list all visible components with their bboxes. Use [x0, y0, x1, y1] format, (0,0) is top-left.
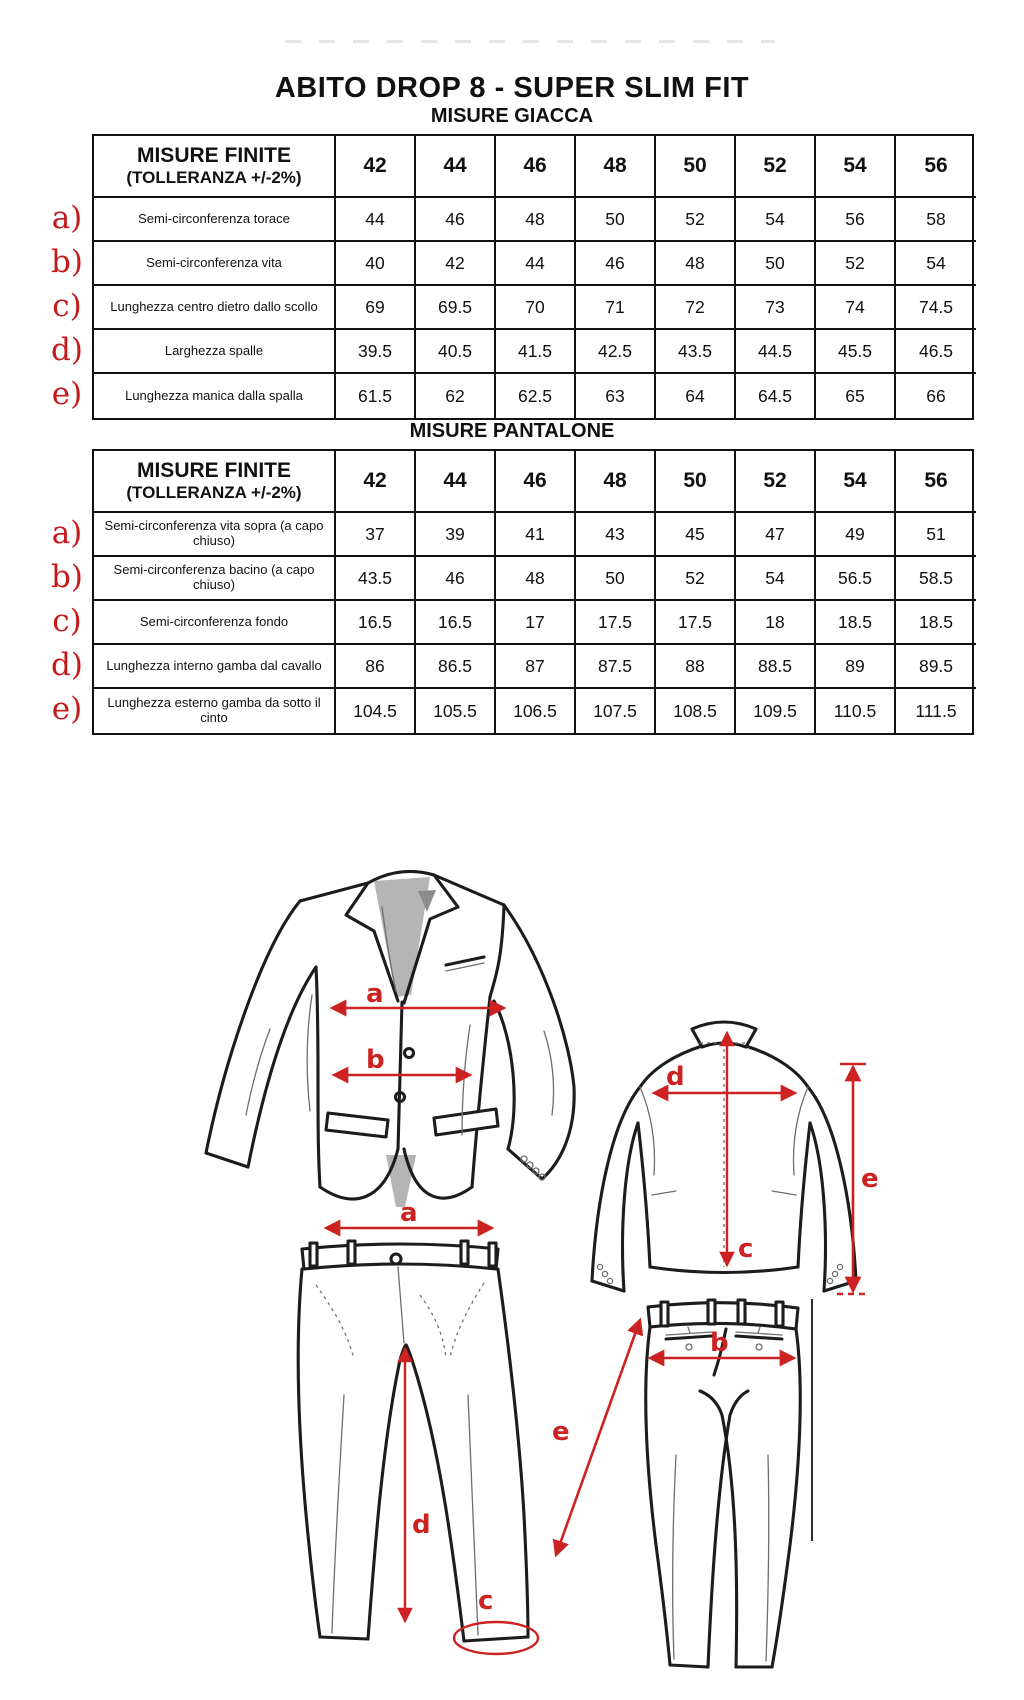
measure-value: 17: [496, 601, 576, 645]
measure-value: 44: [336, 198, 416, 242]
measure-value: 17.5: [576, 601, 656, 645]
size-column-header: 46: [496, 451, 576, 513]
measure-value: 104.5: [336, 689, 416, 733]
measure-value: 18.5: [896, 601, 976, 645]
measure-value: 58.5: [896, 557, 976, 601]
measure-value: 17.5: [656, 601, 736, 645]
measure-value: 50: [576, 557, 656, 601]
trousers-front-drawing: [298, 1198, 538, 1654]
measure-value: 56: [816, 198, 896, 242]
finished-measures-label: MISURE FINITE: [136, 144, 291, 168]
measure-value: 18.5: [816, 601, 896, 645]
measure-value: 86.5: [416, 645, 496, 689]
tolerance-label: (TOLLERANZA +/-2%): [126, 483, 302, 503]
measure-value: 40: [336, 242, 416, 286]
measure-row-label: Lunghezza esterno gamba da sotto il cinto: [94, 689, 336, 733]
measure-value: 62.5: [496, 374, 576, 418]
measure-value: 37: [336, 513, 416, 557]
trousers-front-sketch-details: [316, 1283, 484, 1635]
measure-label-trouser-e: e: [552, 1417, 570, 1447]
measure-value: 109.5: [736, 689, 816, 733]
measure-value: 56.5: [816, 557, 896, 601]
page-title: ABITO DROP 8 - SUPER SLIM FIT: [274, 72, 750, 104]
size-column-header: 42: [336, 451, 416, 513]
measure-row-label: Lunghezza interno gamba dal cavallo: [94, 645, 336, 689]
measure-value: 111.5: [915, 700, 957, 721]
size-column-header: 44: [416, 136, 496, 198]
measure-value: 54: [896, 242, 976, 286]
measure-value: 72: [656, 286, 736, 330]
measure-value: 41: [496, 513, 576, 557]
measure-value: 44: [496, 242, 576, 286]
row-letter: a): [51, 515, 83, 551]
measure-value: 63: [576, 374, 656, 418]
measure-value: 39.5: [336, 330, 416, 374]
measure-row-label: Semi-circonferenza bacino (a capo chiuso): [94, 557, 336, 601]
measure-value: 42: [416, 242, 496, 286]
measure-value: 51: [896, 513, 976, 557]
measure-value: 108.5: [656, 689, 736, 733]
measure-value: 49: [816, 513, 896, 557]
row-letter: b): [51, 244, 83, 280]
measure-value: 89: [816, 645, 896, 689]
row-letter: d): [51, 647, 83, 683]
measure-value: 52: [816, 242, 896, 286]
measure-value: 16.5: [416, 601, 496, 645]
measure-label-a: a: [366, 979, 384, 1009]
jacket-front-drawing: [206, 871, 574, 1207]
measure-value: 88: [656, 645, 736, 689]
measure-label-trouser-a: a: [400, 1198, 418, 1228]
measure-value: 18: [736, 601, 816, 645]
measure-label-trouser-d: d: [412, 1510, 431, 1540]
trouser-measurements-table: [51, 449, 974, 735]
measure-value: 87: [496, 645, 576, 689]
measure-row-label: Semi-circonferenza vita sopra (a capo chiuso): [94, 513, 336, 557]
row-letter: e): [51, 376, 83, 412]
measure-value: 71: [576, 286, 656, 330]
measure-label-b: b: [366, 1045, 385, 1075]
measure-value: 70: [496, 286, 576, 330]
size-column-header: 56: [896, 451, 976, 513]
measure-value: 87.5: [576, 645, 656, 689]
measure-row-label: Lunghezza manica dalla spalla: [94, 374, 336, 418]
row-letter: d): [51, 332, 83, 368]
measure-value: 65: [816, 374, 896, 418]
measure-value: 45.5: [816, 330, 896, 374]
measure-value: 42.5: [576, 330, 656, 374]
measure-value: 86: [336, 645, 416, 689]
measure-row-label: Semi-circonferenza torace: [94, 198, 336, 242]
measure-value: 69.5: [416, 286, 496, 330]
measure-value: 43.5: [656, 330, 736, 374]
size-column-header: 56: [896, 136, 976, 198]
row-letter: c): [52, 288, 82, 324]
garment-measurement-diagram: [0, 815, 1024, 1700]
finished-measures-label: MISURE FINITE: [136, 459, 291, 483]
measure-value: 64: [656, 374, 736, 418]
measure-value: 40.5: [416, 330, 496, 374]
measure-label-d: d: [666, 1062, 685, 1092]
size-column-header: 54: [816, 136, 896, 198]
row-letter: e): [51, 691, 83, 727]
jacket-back-drawing: [592, 1022, 879, 1294]
jacket-table-grid: [92, 134, 974, 420]
measure-value: 62: [416, 374, 496, 418]
size-column-header: 46: [496, 136, 576, 198]
measure-label-c: c: [738, 1234, 754, 1264]
size-column-header: 48: [576, 451, 656, 513]
measure-value: 54: [736, 557, 816, 601]
measure-value: 47: [736, 513, 816, 557]
row-letter: b): [51, 559, 83, 595]
measure-value: 45: [656, 513, 736, 557]
finished-measures-header: [94, 451, 336, 513]
measure-value: 46.5: [896, 330, 976, 374]
measure-label-trouser-b: b: [710, 1328, 729, 1358]
measure-value: 106.5: [496, 689, 576, 733]
jacket-measurements-table: [51, 134, 974, 420]
measure-value: 46: [416, 198, 496, 242]
measure-value: 74.5: [896, 286, 976, 330]
measure-value: 43: [576, 513, 656, 557]
measure-value: 48: [496, 198, 576, 242]
trousers-back-drawing: [552, 1299, 812, 1667]
measure-value: 48: [656, 242, 736, 286]
scan-artifact-line: [285, 40, 775, 43]
measure-row-label: Semi-circonferenza vita: [94, 242, 336, 286]
measure-label-trouser-c: c: [478, 1586, 494, 1616]
size-column-header: 52: [736, 451, 816, 513]
measure-value: 89.5: [896, 645, 976, 689]
measure-value: 43.5: [336, 557, 416, 601]
measure-value: 52: [656, 557, 736, 601]
measure-value: 74: [816, 286, 896, 330]
measure-row-label: Lunghezza centro dietro dallo scollo: [94, 286, 336, 330]
measure-value: 48: [496, 557, 576, 601]
measure-value: 50: [576, 198, 656, 242]
measure-value: 52: [656, 198, 736, 242]
measure-value: 105.5: [416, 689, 496, 733]
measure-value: 88.5: [736, 645, 816, 689]
size-column-header: 42: [336, 136, 416, 198]
measure-value: 69: [336, 286, 416, 330]
size-column-header: 50: [656, 451, 736, 513]
measure-value: 110.5: [816, 689, 896, 733]
measure-row-label: Semi-circonferenza fondo: [94, 601, 336, 645]
measure-value: 58: [896, 198, 976, 242]
measure-label-e: e: [861, 1164, 879, 1194]
measure-value: 50: [736, 242, 816, 286]
measure-value: 46: [576, 242, 656, 286]
measure-value: 66: [926, 385, 946, 406]
measure-value: 16.5: [336, 601, 416, 645]
trouser-table-title: MISURE PANTALONE: [409, 420, 615, 442]
row-letter: a): [51, 200, 83, 236]
measure-value: 54: [736, 198, 816, 242]
jacket-table-title: MISURE GIACCA: [430, 105, 594, 127]
trouser-table-grid: [92, 449, 974, 735]
measure-value: 73: [736, 286, 816, 330]
measure-value: 39: [416, 513, 496, 557]
measure-value: 46: [416, 557, 496, 601]
size-column-header: 44: [416, 451, 496, 513]
row-letter: c): [52, 603, 82, 639]
measure-value: 61.5: [336, 374, 416, 418]
size-column-header: 54: [816, 451, 896, 513]
size-column-header: 50: [656, 136, 736, 198]
size-column-header: 52: [736, 136, 816, 198]
measure-row-label: Larghezza spalle: [94, 330, 336, 374]
size-column-header: 48: [576, 136, 656, 198]
tolerance-label: (TOLLERANZA +/-2%): [126, 168, 302, 188]
measure-value: 41.5: [496, 330, 576, 374]
measure-value: 64.5: [736, 374, 816, 418]
measure-value: 107.5: [576, 689, 656, 733]
measure-value: 44.5: [736, 330, 816, 374]
finished-measures-header: [94, 136, 336, 198]
